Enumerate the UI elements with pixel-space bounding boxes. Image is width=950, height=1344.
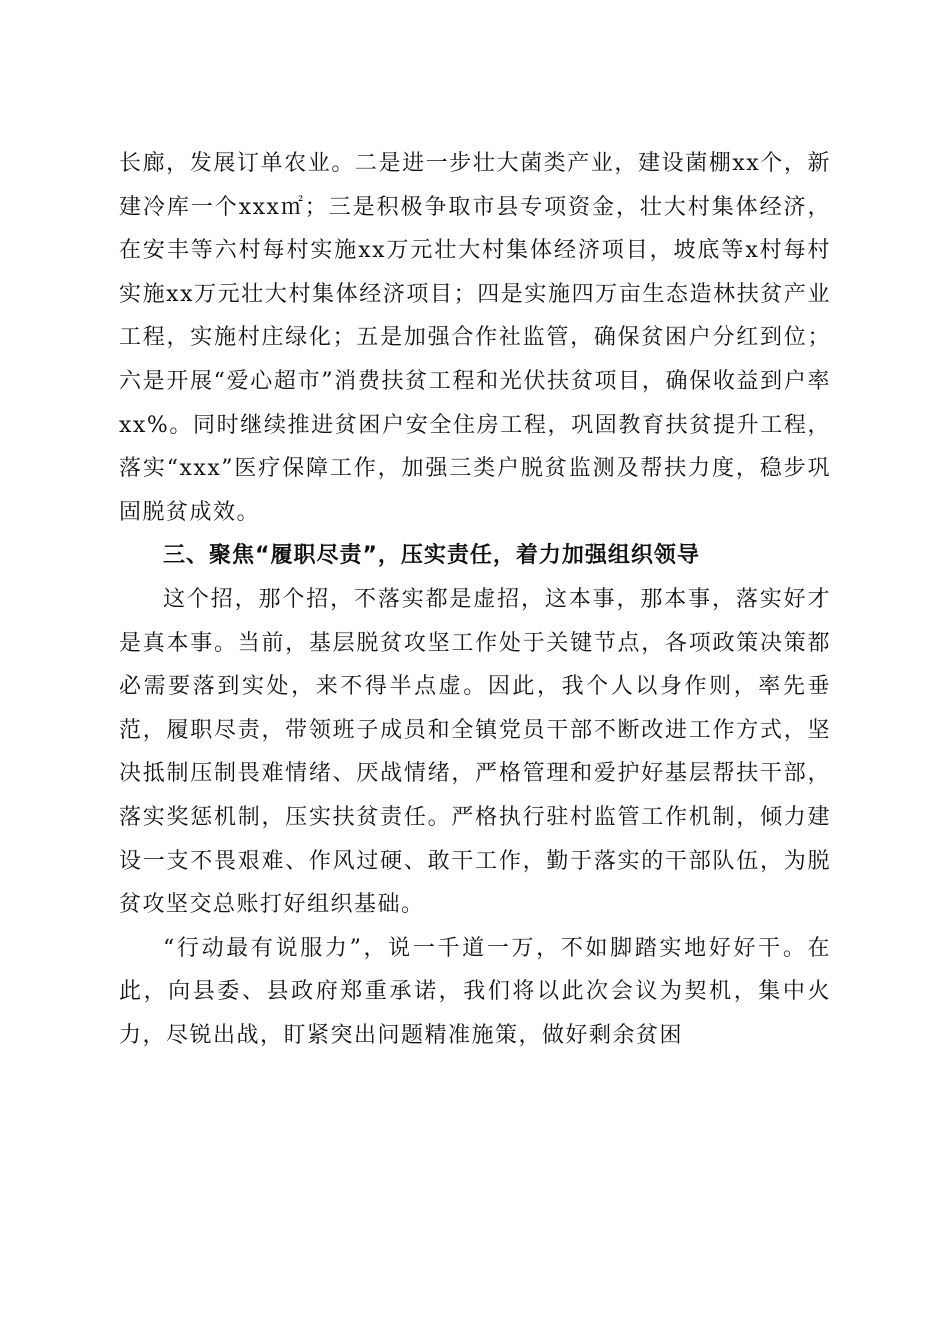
section-heading: 三、聚焦“履职尽责”，压实责任，着力加强组织领导: [163, 543, 700, 569]
paragraph-continued: 长廊，发展订单农业。二是进一步壮大菌类产业，建设菌棚xx个，新建冷库一个xxx㎡；三是积极争取市县专项资金，壮大村集体经济，在安丰等六村每村实施xx万元壮大村集体经济项目，坡底等x村每村实施xx万元壮大村集体经济项目；四是实施四万亩生态造林扶贫产业工程，实施村庄绿化；五是加强合作社监管，确保贫困户分红到位；六是开展“爱心超市”消费扶贫工程和光伏扶贫项目，确保收益到户率xx%。同时继续推进贫困户安全住房工程，巩固教育扶贫提升工程，落实“xxx”医疗保障工作，加强三类户脱贫监测及帮扶力度，稳步巩固脱贫成效。: [119, 151, 831, 525]
paragraph-commitment: “行动最有说服力”，说一千道一万，不如脚踏实地好好干。在此，向县委、县政府郑重承诺，我们将以此次会议为契机，集中火力，尽锐出战，盯紧突出问题精准施策，做好剩余贫困: [119, 935, 831, 1048]
document-body: [119, 142, 831, 1057]
paragraph-organization: 这个招，那个招，不落实都是虚招，这本事，那本事，落实好才是真本事。当前，基层脱贫攻坚工作处于关键节点，各项政策决策都必需要落到实处，来不得半点虚。因此，我个人以身作则，率先垂范，履职尽责，带领班子成员和全镇党员干部不断改进工作方式，坚决抵制压制畏难情绪、厌战情绪，严格管理和爱护好基层帮扶干部，落实奖惩机制，压实扶贫责任。严格执行驻村监管工作机制，倾力建设一支不畏艰难、作风过硬、敢干工作，勤于落实的干部队伍，为脱贫攻坚交总账打好组织基础。: [119, 586, 831, 918]
